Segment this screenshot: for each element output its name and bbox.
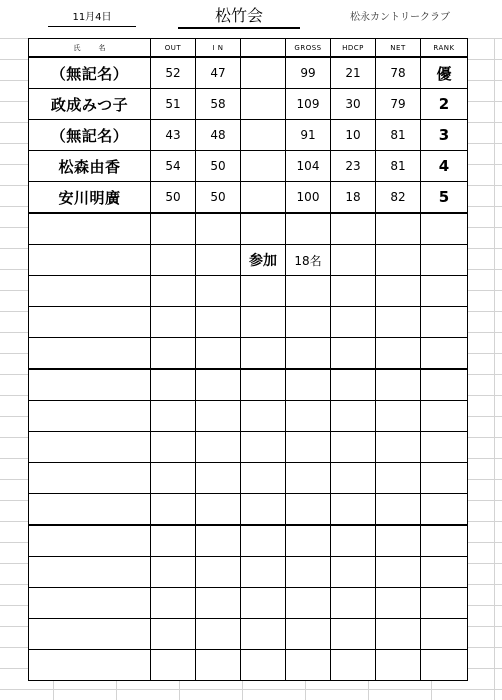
empty-cell bbox=[151, 213, 196, 245]
player-in: 50 bbox=[196, 151, 241, 182]
empty-cell bbox=[196, 401, 241, 432]
empty-cell bbox=[29, 401, 151, 432]
empty-cell bbox=[421, 463, 468, 494]
empty-cell bbox=[331, 432, 376, 463]
player-out: 54 bbox=[151, 151, 196, 182]
player-hdcp: 23 bbox=[331, 151, 376, 182]
player-hdcp: 18 bbox=[331, 182, 376, 214]
empty-cell bbox=[196, 494, 241, 526]
empty-cell bbox=[241, 307, 286, 338]
empty-cell bbox=[241, 525, 286, 557]
empty-cell bbox=[286, 276, 331, 307]
empty-cell bbox=[376, 494, 421, 526]
empty-cell bbox=[331, 307, 376, 338]
empty-cell bbox=[241, 276, 286, 307]
empty-cell bbox=[331, 338, 376, 370]
player-out: 50 bbox=[151, 182, 196, 214]
player-out: 43 bbox=[151, 120, 196, 151]
empty-cell bbox=[241, 619, 286, 650]
event-title: 松竹会 bbox=[178, 6, 300, 29]
empty-cell bbox=[331, 245, 376, 276]
empty-cell bbox=[196, 338, 241, 370]
empty-cell bbox=[29, 276, 151, 307]
table-row bbox=[29, 89, 468, 120]
player-rank: 優 bbox=[421, 57, 468, 89]
empty-cell bbox=[29, 369, 151, 401]
col-header-blank bbox=[241, 39, 286, 58]
empty-cell bbox=[151, 588, 196, 619]
empty-cell bbox=[286, 463, 331, 494]
empty-cell bbox=[376, 463, 421, 494]
player-in: 50 bbox=[196, 182, 241, 214]
col-header-name: 氏名 bbox=[29, 39, 151, 58]
empty-row bbox=[29, 619, 468, 650]
empty-cell bbox=[151, 557, 196, 588]
empty-cell bbox=[421, 369, 468, 401]
table-header-row bbox=[29, 39, 468, 58]
empty-cell bbox=[376, 276, 421, 307]
sheet-header bbox=[0, 0, 502, 38]
empty-cell bbox=[241, 463, 286, 494]
empty-cell bbox=[196, 307, 241, 338]
player-name: （無記名） bbox=[29, 120, 151, 151]
empty-cell bbox=[376, 401, 421, 432]
table-row bbox=[29, 182, 468, 214]
empty-cell bbox=[331, 557, 376, 588]
empty-cell bbox=[241, 213, 286, 245]
score-table bbox=[28, 38, 468, 681]
empty-cell bbox=[331, 369, 376, 401]
empty-cell bbox=[151, 369, 196, 401]
player-rank: 2 bbox=[421, 89, 468, 120]
empty-cell bbox=[286, 525, 331, 557]
empty-cell bbox=[376, 338, 421, 370]
participation-label: 参加 bbox=[241, 245, 286, 276]
empty-cell bbox=[331, 276, 376, 307]
empty-cell bbox=[376, 650, 421, 681]
empty-cell bbox=[421, 401, 468, 432]
participation-row bbox=[29, 245, 468, 276]
player-in: 47 bbox=[196, 57, 241, 89]
empty-cell bbox=[29, 463, 151, 494]
empty-cell bbox=[196, 650, 241, 681]
blank-cell bbox=[241, 120, 286, 151]
table-row bbox=[29, 151, 468, 182]
empty-cell bbox=[376, 245, 421, 276]
empty-cell bbox=[286, 213, 331, 245]
player-gross: 99 bbox=[286, 57, 331, 89]
empty-cell bbox=[241, 494, 286, 526]
table-row bbox=[29, 57, 468, 89]
col-header-rank: RANK bbox=[421, 39, 468, 58]
empty-row bbox=[29, 401, 468, 432]
player-in: 48 bbox=[196, 120, 241, 151]
empty-cell bbox=[376, 588, 421, 619]
event-date: 11月4日 bbox=[48, 11, 136, 27]
player-hdcp: 21 bbox=[331, 57, 376, 89]
empty-cell bbox=[331, 401, 376, 432]
empty-cell bbox=[151, 619, 196, 650]
empty-cell bbox=[421, 619, 468, 650]
player-net: 82 bbox=[376, 182, 421, 214]
blank-cell bbox=[241, 151, 286, 182]
empty-cell bbox=[286, 494, 331, 526]
empty-cell bbox=[196, 245, 241, 276]
player-rank: 5 bbox=[421, 182, 468, 214]
empty-cell bbox=[421, 557, 468, 588]
empty-cell bbox=[241, 557, 286, 588]
empty-row bbox=[29, 213, 468, 245]
player-hdcp: 10 bbox=[331, 120, 376, 151]
empty-cell bbox=[29, 525, 151, 557]
player-net: 78 bbox=[376, 57, 421, 89]
player-rank: 3 bbox=[421, 120, 468, 151]
empty-cell bbox=[286, 588, 331, 619]
empty-cell bbox=[376, 369, 421, 401]
empty-row bbox=[29, 276, 468, 307]
player-name: 政成みつ子 bbox=[29, 89, 151, 120]
empty-cell bbox=[331, 213, 376, 245]
blank-cell bbox=[241, 182, 286, 214]
empty-cell bbox=[151, 494, 196, 526]
empty-cell bbox=[151, 307, 196, 338]
empty-cell bbox=[421, 588, 468, 619]
empty-cell bbox=[421, 307, 468, 338]
empty-row bbox=[29, 307, 468, 338]
empty-cell bbox=[151, 525, 196, 557]
empty-cell bbox=[196, 525, 241, 557]
empty-cell bbox=[151, 432, 196, 463]
table-row bbox=[29, 120, 468, 151]
player-name: （無記名） bbox=[29, 57, 151, 89]
empty-cell bbox=[286, 432, 331, 463]
empty-cell bbox=[286, 650, 331, 681]
empty-row bbox=[29, 650, 468, 681]
player-net: 81 bbox=[376, 120, 421, 151]
empty-cell bbox=[151, 276, 196, 307]
empty-row bbox=[29, 494, 468, 526]
empty-cell bbox=[29, 557, 151, 588]
empty-row bbox=[29, 557, 468, 588]
player-gross: 109 bbox=[286, 89, 331, 120]
empty-cell bbox=[421, 432, 468, 463]
empty-cell bbox=[196, 588, 241, 619]
empty-row bbox=[29, 369, 468, 401]
empty-cell bbox=[151, 245, 196, 276]
player-hdcp: 30 bbox=[331, 89, 376, 120]
empty-cell bbox=[29, 650, 151, 681]
col-header-net: NET bbox=[376, 39, 421, 58]
empty-cell bbox=[241, 369, 286, 401]
empty-cell bbox=[376, 432, 421, 463]
empty-row bbox=[29, 588, 468, 619]
empty-cell bbox=[286, 338, 331, 370]
empty-cell bbox=[29, 213, 151, 245]
empty-cell bbox=[331, 494, 376, 526]
player-net: 81 bbox=[376, 151, 421, 182]
empty-cell bbox=[331, 619, 376, 650]
empty-cell bbox=[196, 557, 241, 588]
player-in: 58 bbox=[196, 89, 241, 120]
empty-cell bbox=[241, 588, 286, 619]
empty-cell bbox=[196, 619, 241, 650]
player-rank: 4 bbox=[421, 151, 468, 182]
col-header-in: I N bbox=[196, 39, 241, 58]
empty-cell bbox=[241, 401, 286, 432]
empty-cell bbox=[376, 619, 421, 650]
empty-cell bbox=[421, 245, 468, 276]
empty-cell bbox=[286, 557, 331, 588]
player-out: 51 bbox=[151, 89, 196, 120]
empty-cell bbox=[421, 338, 468, 370]
empty-cell bbox=[376, 525, 421, 557]
empty-cell bbox=[29, 588, 151, 619]
empty-cell bbox=[421, 525, 468, 557]
empty-cell bbox=[29, 432, 151, 463]
empty-cell bbox=[331, 525, 376, 557]
player-name: 安川明廣 bbox=[29, 182, 151, 214]
col-header-gross: GROSS bbox=[286, 39, 331, 58]
blank-cell bbox=[241, 89, 286, 120]
empty-cell bbox=[376, 213, 421, 245]
empty-cell bbox=[286, 307, 331, 338]
col-header-hdcp: HDCP bbox=[331, 39, 376, 58]
empty-cell bbox=[241, 338, 286, 370]
col-header-out: OUT bbox=[151, 39, 196, 58]
empty-row bbox=[29, 432, 468, 463]
club-name: 松永カントリークラブ bbox=[350, 12, 450, 23]
empty-cell bbox=[286, 619, 331, 650]
blank-cell bbox=[241, 57, 286, 89]
empty-cell bbox=[29, 338, 151, 370]
player-out: 52 bbox=[151, 57, 196, 89]
empty-row bbox=[29, 463, 468, 494]
empty-row bbox=[29, 338, 468, 370]
empty-cell bbox=[421, 276, 468, 307]
empty-cell bbox=[421, 650, 468, 681]
empty-cell bbox=[196, 276, 241, 307]
empty-cell bbox=[421, 213, 468, 245]
empty-cell bbox=[29, 245, 151, 276]
empty-cell bbox=[241, 432, 286, 463]
empty-cell bbox=[196, 463, 241, 494]
empty-cell bbox=[29, 307, 151, 338]
empty-cell bbox=[421, 494, 468, 526]
player-gross: 91 bbox=[286, 120, 331, 151]
empty-cell bbox=[151, 338, 196, 370]
empty-cell bbox=[196, 432, 241, 463]
player-name: 松森由香 bbox=[29, 151, 151, 182]
empty-cell bbox=[196, 213, 241, 245]
empty-cell bbox=[376, 557, 421, 588]
empty-cell bbox=[151, 650, 196, 681]
empty-cell bbox=[151, 463, 196, 494]
empty-cell bbox=[29, 494, 151, 526]
empty-cell bbox=[376, 307, 421, 338]
participation-count: 18名 bbox=[286, 245, 331, 276]
empty-cell bbox=[331, 588, 376, 619]
empty-cell bbox=[286, 369, 331, 401]
empty-cell bbox=[331, 650, 376, 681]
empty-cell bbox=[331, 463, 376, 494]
player-net: 79 bbox=[376, 89, 421, 120]
player-gross: 104 bbox=[286, 151, 331, 182]
empty-cell bbox=[241, 650, 286, 681]
player-gross: 100 bbox=[286, 182, 331, 214]
empty-cell bbox=[151, 401, 196, 432]
empty-row bbox=[29, 525, 468, 557]
empty-cell bbox=[286, 401, 331, 432]
empty-cell bbox=[196, 369, 241, 401]
empty-cell bbox=[29, 619, 151, 650]
